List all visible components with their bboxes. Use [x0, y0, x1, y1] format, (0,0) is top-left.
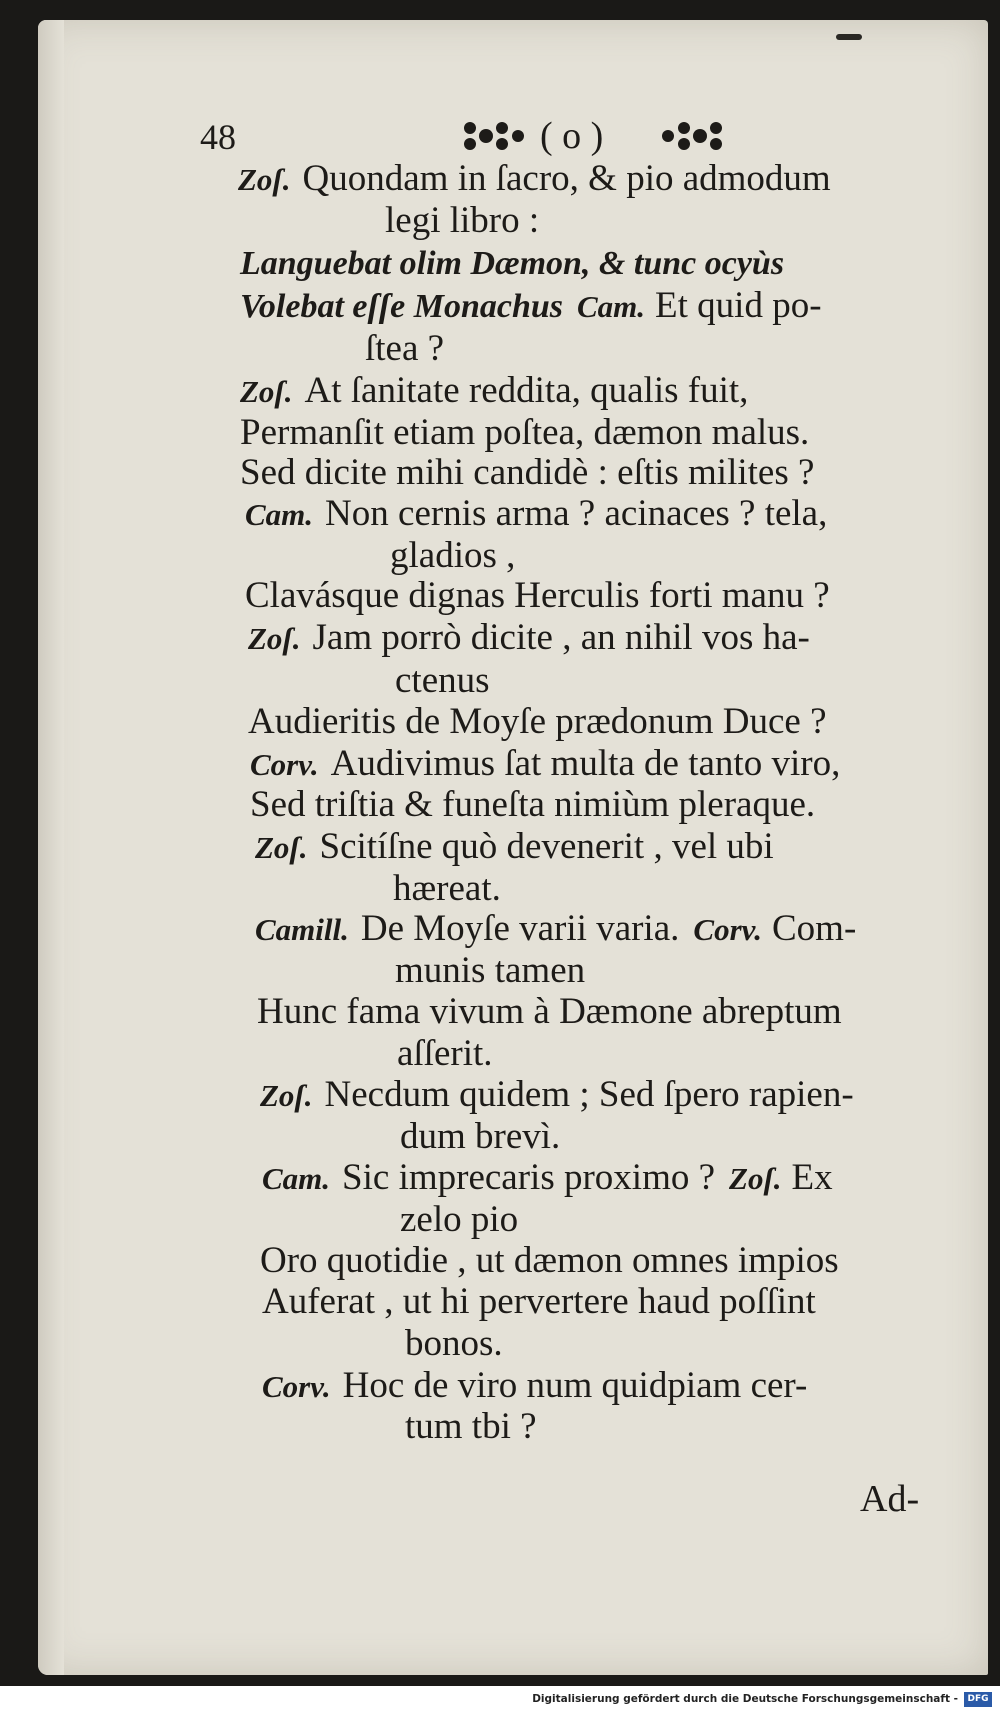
text-line [245, 575, 830, 617]
line-text: dum brevì. [400, 1116, 561, 1157]
line-text: ſtea ? [365, 328, 445, 369]
page-spine-shadow [38, 20, 64, 1675]
speaker-label: Cam. [245, 497, 314, 532]
speaker-label: Corv. [250, 747, 319, 782]
line-text: tum tbi ? [405, 1406, 537, 1447]
running-header [200, 112, 800, 162]
left-ornament-icon [462, 120, 526, 152]
text-line [390, 535, 515, 577]
line-text: Quondam in ſacro, & pio admodum [302, 158, 831, 199]
line-text: Audieritis de Moyſe prædonum Duce ? [248, 701, 827, 742]
text-line [260, 1240, 839, 1282]
text-line [262, 1365, 807, 1408]
text-line [248, 701, 827, 743]
text-line [240, 370, 748, 413]
line-text: De Moyſe varii varia. [360, 908, 680, 949]
line-text: Jam porrò dicite , an nihil vos ha- [312, 617, 810, 658]
line-text: Oro quotidie , ut dæmon omnes impios [260, 1240, 839, 1281]
text-line [385, 200, 539, 242]
text-line [255, 908, 856, 951]
text-line [262, 1157, 833, 1200]
speaker-label: Cam. [262, 1161, 331, 1196]
text-line [240, 242, 784, 285]
header-center-mark: ( o ) [540, 115, 604, 157]
italic-verse: Volebat eſſe Monachus [240, 288, 563, 325]
line-text: Audivimus ſat multa de tanto viro, [330, 743, 841, 784]
text-line [262, 1281, 816, 1323]
line-text: Hunc fama vivum à Dæmone abreptum [257, 991, 842, 1032]
line-text: aſſerit. [397, 1033, 493, 1074]
text-line [260, 1074, 854, 1117]
line-text: Auferat , ut hi pervertere haud poſſint [262, 1281, 816, 1322]
speaker-label: Corv. [262, 1369, 331, 1404]
line-text: Ex [791, 1157, 833, 1198]
text-line [397, 1033, 493, 1075]
text-line [400, 1116, 560, 1158]
speaker-label: Cam. [577, 289, 646, 324]
line-text: Et quid po- [655, 285, 822, 326]
speaker-label: Zoſ. [255, 830, 308, 865]
line-text: Hoc de viro num quidpiam cer- [342, 1365, 808, 1406]
italic-verse: Languebat olim Dæmon, & tunc ocyùs [240, 245, 785, 282]
text-line [238, 158, 831, 201]
text-line [245, 493, 827, 536]
line-text: hæreat. [393, 868, 501, 909]
line-text: zelo pio [400, 1199, 519, 1240]
line-text: Non cernis arma ? acinaces ? tela, [325, 493, 828, 534]
text-line [240, 452, 814, 494]
footer-bar [0, 1686, 1000, 1715]
line-text: bonos. [405, 1323, 503, 1364]
line-text: gladios , [390, 535, 516, 576]
text-line [393, 868, 501, 910]
line-text: Sic imprecaris proximo ? [342, 1157, 716, 1198]
text-line [365, 328, 444, 370]
speaker-label: Zoſ. [260, 1078, 313, 1113]
line-text: Sed triſtia & funeſta nimiùm pleraque. [250, 784, 816, 825]
text-line [255, 826, 774, 869]
text-line [240, 285, 822, 328]
page-number: 48 [200, 117, 236, 157]
line-text: legi libro : [385, 200, 540, 241]
text-line [240, 412, 809, 454]
text-line [395, 660, 490, 702]
line-text: ctenus [395, 660, 490, 701]
line-text: Necdum quidem ; Sed ſpero rapien- [324, 1074, 854, 1115]
speaker-label: Zoſ. [248, 621, 301, 656]
line-text: Scitíſne quò devenerit , vel ubi [319, 826, 774, 867]
line-text: Sed dicite mihi candidè : eſtis milites ? [240, 452, 815, 493]
text-line [405, 1406, 537, 1448]
line-text: munis tamen [395, 950, 586, 991]
catchword: Ad- [860, 1478, 920, 1520]
page-corner-mark [836, 34, 862, 40]
text-line [405, 1323, 503, 1365]
line-text: Permanſit etiam poſtea, dæmon malus. [240, 412, 810, 453]
right-ornament-icon [660, 120, 724, 152]
funding-credit: Digitalisierung gefördert durch die Deutsche Forschungsgemeinschaft - [532, 1693, 958, 1705]
dfg-logo-icon: DFG [964, 1692, 992, 1707]
text-line [248, 617, 810, 660]
line-text: Com- [772, 908, 857, 949]
line-text: At ſanitate reddita, qualis fuit, [304, 370, 749, 411]
speaker-label: Camill. [255, 912, 349, 947]
text-line [250, 784, 815, 826]
speaker-label: Zoſ. [240, 374, 293, 409]
text-line [400, 1199, 518, 1241]
line-text: Clavásque dignas Herculis forti manu ? [245, 575, 830, 616]
text-line [395, 950, 585, 992]
speaker-label: Zoſ. [729, 1161, 782, 1196]
text-line [250, 743, 840, 786]
text-line [257, 991, 842, 1033]
speaker-label: Corv. [693, 912, 762, 947]
speaker-label: Zoſ. [238, 162, 291, 197]
